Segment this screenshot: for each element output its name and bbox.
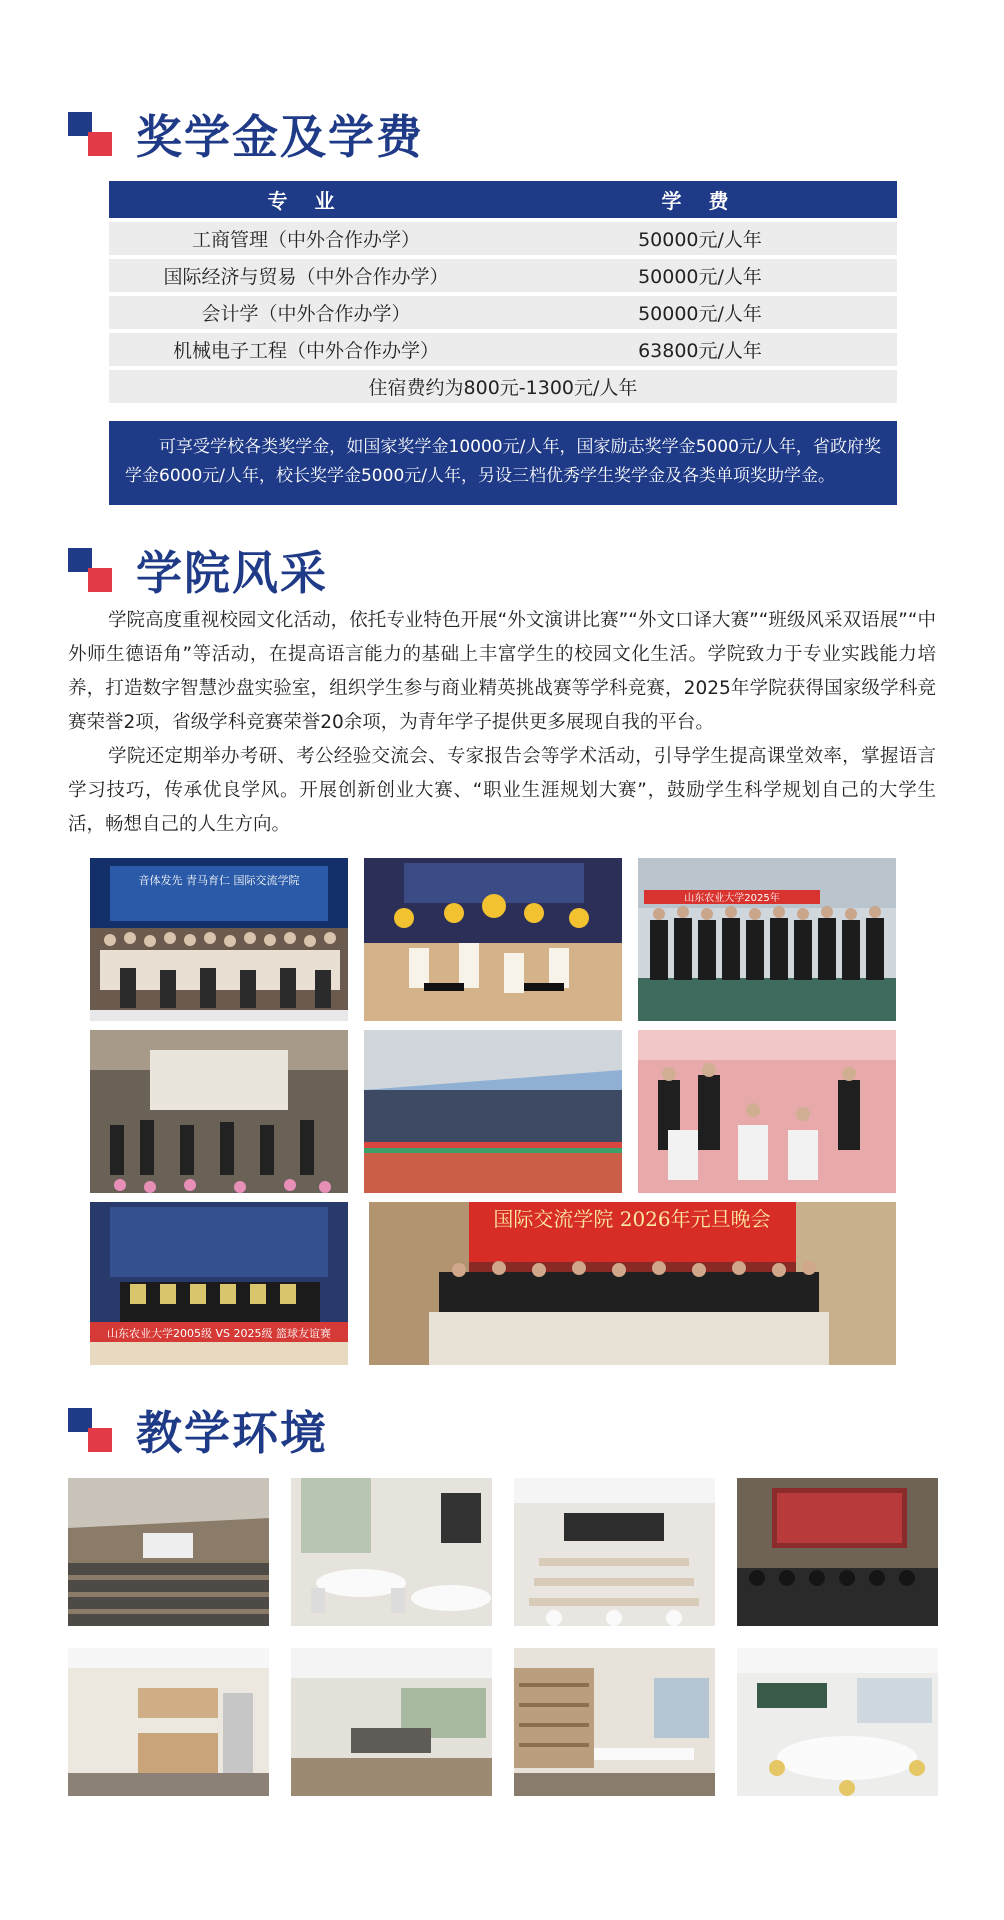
section-heading: 学院风采 (136, 546, 328, 600)
photo-hall-event (90, 1030, 348, 1193)
section-heading: 教学环境 (136, 1406, 328, 1460)
header-major: 专 业 (267, 189, 345, 213)
header-fee: 学 费 (661, 189, 739, 213)
photo-seminar-room (737, 1648, 938, 1796)
section-square-icon (68, 112, 112, 156)
scholarship-note: 可享受学校各类奖学金，如国家奖学金10000元/人年，国家励志奖学金5000元/人年，省政府奖学金6000元/人年，校长奖学金5000元/人年，另设三档优秀学生奖学金及各类单项奖助学金。 (125, 437, 881, 486)
section-title-style (68, 540, 328, 600)
section-heading: 奖学金及学费 (136, 110, 424, 164)
accommodation-note: 住宿费约为800元-1300元/人年 (109, 370, 897, 403)
section-square-icon (68, 1408, 112, 1452)
photo-screening-room (737, 1478, 938, 1626)
table-row (109, 222, 897, 255)
style-paragraph-2: 学院还定期举办考研、考公经验交流会、专家报告会等学术活动，引导学生提高课堂效率，掌握语言学习技巧，传承优良学风。开展创新创业大赛、“职业生涯规划大赛”，鼓励学生科学规划自己的大学生活，畅想自己的人生方向。 (68, 746, 936, 835)
section-title-environment (68, 1400, 328, 1460)
photo-lecture-hall (68, 1478, 269, 1626)
photo-basketball-team (638, 858, 896, 1021)
cell-major: 机械电子工程（中外合作办学） (172, 340, 439, 362)
section-square-icon (68, 548, 112, 592)
cell-fee: 50000元/人年 (638, 229, 762, 251)
photo-cheerleading (364, 858, 622, 1021)
photo-meeting-room (291, 1648, 492, 1796)
section-title-scholarship (68, 104, 424, 164)
cell-major: 会计学（中外合作办学） (201, 303, 411, 325)
table-row (109, 333, 897, 366)
table-row (109, 296, 897, 329)
cell-major: 国际经济与贸易（中外合作办学） (163, 266, 449, 288)
photo-classroom (514, 1478, 715, 1626)
scholarship-info-box (109, 421, 897, 505)
style-paragraph-1: 学院高度重视校园文化活动，依托专业特色开展“外文演讲比赛”“外文口译大赛”“班级风采双语展”“中外师生德语角”等活动，在提高语言能力的基础上丰富学生的校园文化生活。学院致力于专业实践能力培养，打造数字智慧沙盘实验室，组织学生参与商业精英挑战赛等学科竞赛，2025年学院获得国家级学科竞赛荣誉2项，省级学科竞赛荣誉20余项，为青年学子提供更多展现自我的平台。 (68, 610, 936, 733)
photo-outdoor-group (638, 1030, 896, 1193)
cell-fee: 63800元/人年 (638, 340, 762, 362)
cell-fee: 50000元/人年 (638, 266, 762, 288)
banner-text: 山东农业大学2005级 VS 2025级 篮球友谊赛 (107, 1327, 331, 1340)
banner-text: 山东农业大学2025年 (684, 893, 780, 904)
photo-discussion-room (291, 1478, 492, 1626)
table-header (109, 181, 897, 218)
cell-fee: 50000元/人年 (638, 303, 762, 325)
photo-new-year-gala (369, 1202, 896, 1365)
photo-basketball-match (90, 1202, 348, 1365)
tuition-table (109, 181, 897, 403)
photo-kitchen-lab (68, 1648, 269, 1796)
cell-major: 工商管理（中外合作办学） (191, 229, 420, 251)
table-row (109, 259, 897, 292)
banner-text: 音体发先 青马育仁 国际交流学院 (138, 874, 300, 887)
photo-event-group-stage (90, 858, 348, 1021)
photo-reading-room (514, 1648, 715, 1796)
photo-stadium-crowd (364, 1030, 622, 1193)
banner-text: 国际交流学院 2026年元旦晚会 (493, 1207, 771, 1231)
